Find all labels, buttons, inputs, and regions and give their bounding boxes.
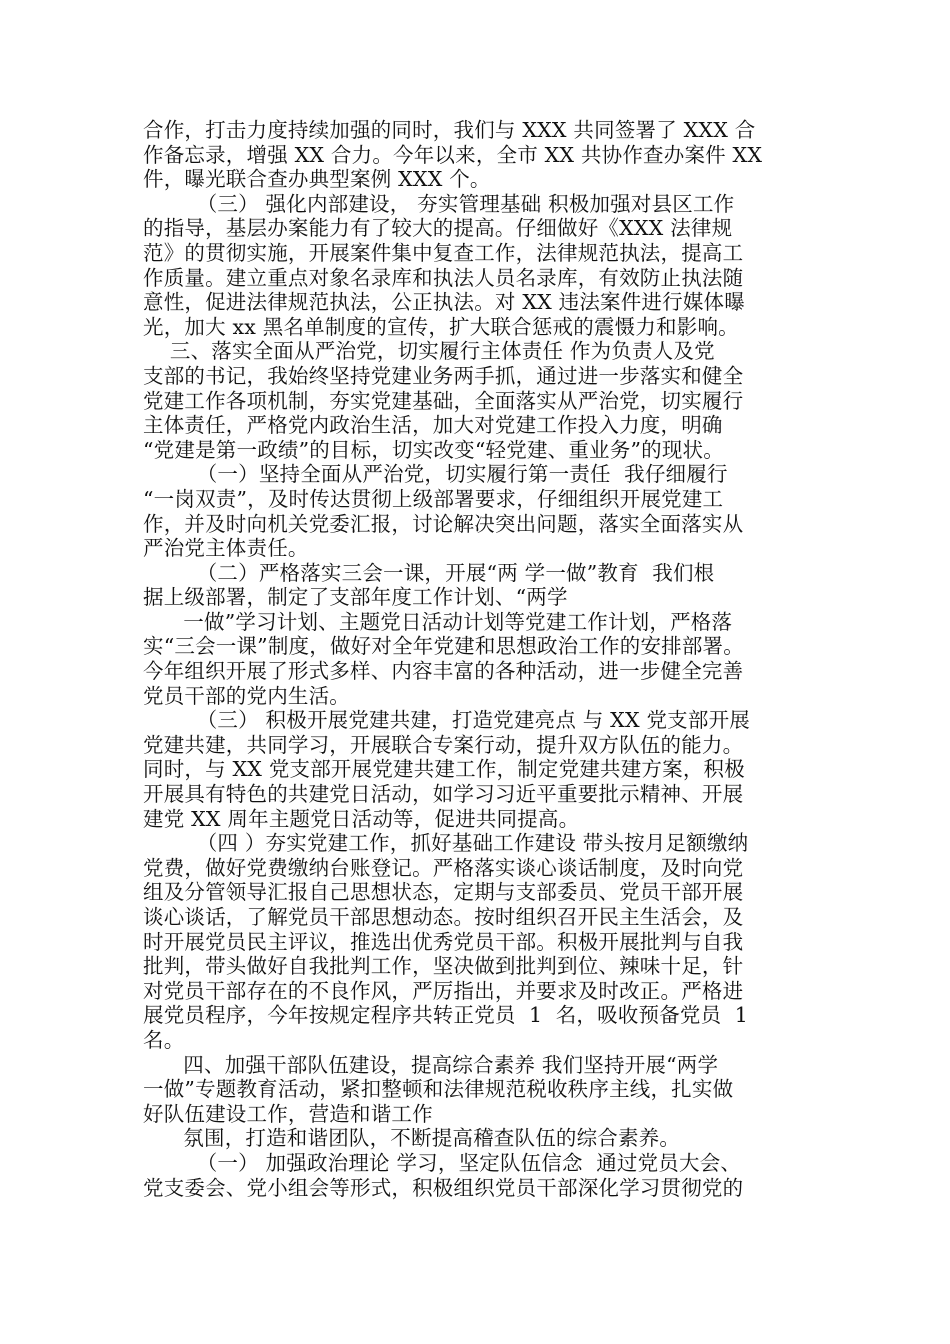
text-line: 好队伍建设工作，营造和谐工作 [143, 1101, 433, 1126]
text-line: 建党 XX 周年主题党日活动等，促进共同提高。 [143, 806, 580, 831]
text-line: 党支委会、党小组会等形式，积极组织党员干部深化学习贯彻党的 [143, 1175, 744, 1200]
text-line: 据上级部署，制定了支部年度工作计划、“两学 [143, 585, 568, 610]
text-line: 党建共建，共同学习，开展联合专案行动，提升双方队伍的能力。 [143, 732, 744, 757]
text-line: 一做”专题教育活动，紧扣整顿和法律规范税收秩序主线，扎实做 [143, 1077, 734, 1102]
body-text [143, 118, 823, 1200]
text-line: 氛围，打造和谐团队，不断提高稽查队伍的综合素养。 [143, 1126, 681, 1151]
text-line: 今年组织开展了形式多样、内容丰富的各种活动，进一步健全完善 [143, 659, 744, 684]
text-line: 批判，带头做好自我批判工作，坚决做到批判到位、辣味十足，针 [143, 954, 744, 979]
text-line: “一岗双责”，及时传达贯彻上级部署要求，仔细组织开展党建工 [143, 486, 724, 511]
text-line: 件，曝光联合查办典型案例 XXX 个。 [143, 167, 491, 192]
text-line: （二）严格落实三会一课，开展“两 学一做”教育 我们根 [143, 560, 715, 585]
text-line: 党建工作各项机制，夯实党建基础，全面落实从严治党，切实履行 [143, 388, 744, 413]
text-line: 一做”学习计划、主题党日活动计划等党建工作计划，严格落 [143, 609, 733, 634]
text-line: （三） 强化内部建设， 夯实管理基础 积极加强对县区工作 [143, 191, 735, 216]
text-line: 作，并及时向机关党委汇报，讨论解决突出问题，落实全面落实从 [143, 511, 744, 536]
text-line: 作质量。建立重点对象名录库和执法人员名录库，有效防止执法随 [143, 265, 744, 290]
text-line: 开展具有特色的共建党日活动，如学习习近平重要批示精神、开展 [143, 782, 744, 807]
text-line: 名。 [143, 1027, 185, 1052]
text-line: 同时，与 XX 党支部开展党建共建工作，制定党建共建方案，积极 [143, 757, 745, 782]
text-line: 三、落实全面从严治党，切实履行主体责任 作为负责人及党 [143, 339, 715, 364]
text-line: 党员干部的党内生活。 [143, 683, 350, 708]
text-line: （一） 加强政治理论 学习，坚定队伍信念 通过党员大会、 [143, 1150, 742, 1175]
text-line: 展党员程序，今年按规定程序共转正党员 1 名，吸收预备党员 1 [143, 1003, 748, 1028]
text-line: “党建是第一政绩”的目标，切实改变“轻党建、重业务”的现状。 [143, 437, 724, 462]
text-line: 意性，促进法律规范执法，公正执法。对 XX 违法案件进行媒体曝 [143, 290, 745, 315]
text-line: 谈心谈话，了解党员干部思想动态。按时组织召开民主生活会，及 [143, 905, 744, 929]
text-line: 党费，做好党费缴纳台账登记。严格落实谈心谈话制度，及时向党 [143, 855, 744, 880]
text-line: 光，加大 xx 黑名单制度的宣传，扩大联合惩戒的震慑力和影响。 [143, 314, 739, 339]
text-line: （三） 积极开展党建共建，打造党建亮点 与 XX 党支部开展 [143, 708, 750, 733]
text-line: 作备忘录，增强 XX 合力。今年以来，全市 XX 共协作查办案件 XX [143, 142, 763, 167]
text-line: 支部的书记，我始终坚持党建业务两手抓，通过进一步落实和健全 [143, 363, 744, 388]
text-line: 组及分管领导汇报自己思想状态，定期与支部委员、党员干部开展 [143, 880, 744, 905]
text-line: 主体责任，严格党内政治生活，加大对党建工作投入力度，明确 [143, 413, 723, 438]
text-line: 范》的贯彻实施，开展案件集中复查工作，法律规范执法，提高工 [143, 240, 744, 265]
text-line: 的指导，基层办案能力有了较大的提高。仔细做好《XXX 法律规 [143, 216, 733, 241]
text-line: （一）坚持全面从严治党，切实履行第一责任 我仔细履行 [143, 462, 728, 487]
text-line: 严治党主体责任。 [143, 536, 309, 561]
text-line: 四、加强干部队伍建设，提高综合素养 我们坚持开展“两学 [143, 1052, 719, 1077]
text-line: 对党员干部存在的不良作风，严厉指出，并要求及时改正。严格进 [143, 978, 744, 1003]
text-line: （四 ）夯实党建工作，抓好基础工作建设 带头按月足额缴纳 [143, 831, 749, 856]
text-line: 时开展党员民主评议，推选出优秀党员干部。积极开展批判与自我 [143, 929, 744, 954]
text-line: 合作，打击力度持续加强的同时，我们与 XXX 共同签署了 XXX 合 [143, 118, 756, 142]
text-line: 实“三会一课”制度，做好对全年党建和思想政治工作的安排部署。 [143, 634, 744, 659]
